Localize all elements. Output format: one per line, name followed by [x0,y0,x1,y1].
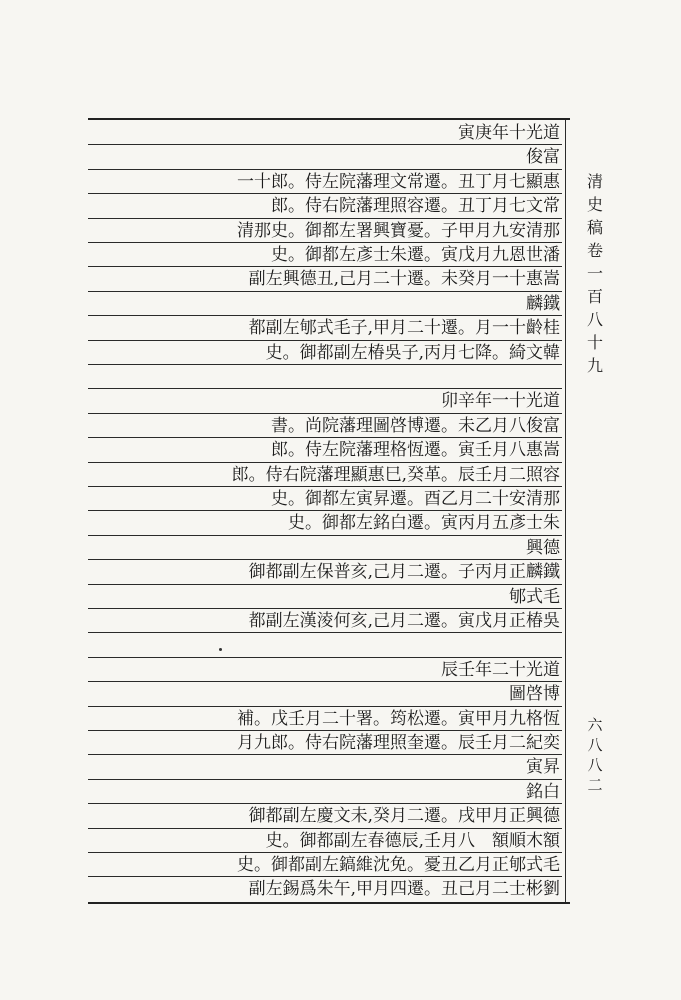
table-row: 卯辛年一十光道 [441,391,560,411]
table-row: 都副左郇式毛子,甲月二十遷。月一十齡桂 [248,318,560,338]
table-row: 寅庚年十光道 [458,123,560,143]
page-number: 六八八二 [587,716,603,794]
table-row: 郎。侍左院藩理格恆遷。寅壬月八惠嵩 [271,440,560,460]
blank-row [88,365,560,389]
blank-row [88,633,560,657]
table-row: 史。御都副左春德辰,壬月八 額順木額 [265,831,560,851]
ink-dot [219,648,222,651]
table-row: 興德 [526,538,560,558]
table-row: 圖啓博 [509,684,560,704]
table-row: 麟鐵 [526,294,560,314]
table-row: 都副左漢淩何亥,己月二遷。寅戊月正椿吳 [248,611,560,631]
table-row: 副左興德丑,己月二十遷。未癸月一十惠嵩 [248,269,560,289]
table-row: 辰壬年二十光道 [441,660,560,680]
table-row: 郇式毛 [509,587,560,607]
table-row: 史。御都左銘白遷。寅丙月五彥士朱 [288,513,560,533]
table-row: 書。尚院藩理圖啓博遷。未乙月八俊富 [271,416,560,436]
official-roster-table [88,118,570,904]
side-title: 清史稿卷一百八十九 [586,172,603,375]
table-row: 一十郎。侍左院藩理文常遷。丑丁月七顯惠 [237,172,560,192]
table-row: 郎。侍右院藩理顯惠巳,癸革。辰壬月二照容 [231,465,560,485]
table-row: 御都副左保普亥,己月二遷。子丙月正麟鐵 [248,562,560,582]
table-row: 史。御都副左鎬維沈免。憂丑乙月正郇式毛 [237,855,560,875]
column-divider [565,120,566,902]
table-row: 俊富 [526,147,560,167]
table-row: 清那史。御都左署興寶憂。子甲月九安清那 [237,221,560,241]
table-row: 副左錫爲朱午,甲月四遷。丑己月二士彬劉 [248,879,560,899]
table-row: 史。御都左彥士朱遷。寅戊月九恩世潘 [271,245,560,265]
table-row: 寅昇 [526,757,560,777]
table-row: 月九郎。侍右院藩理照奎遷。辰壬月二紀奕 [237,733,560,753]
table-row: 補。戊壬月二十署。筠松遷。寅甲月九格恆 [237,709,560,729]
table-row: 郎。侍右院藩理照容遷。丑丁月七文常 [271,196,560,216]
table-row: 銘白 [526,782,560,802]
table-row: 史。御都左寅昇遷。酉乙月二十安清那 [271,489,560,509]
table-row: 御都副左慶文未,癸月二遷。戌甲月正興德 [248,806,560,826]
table-row: 史。御都副左椿吳子,丙月七降。綺文韓 [265,343,560,363]
